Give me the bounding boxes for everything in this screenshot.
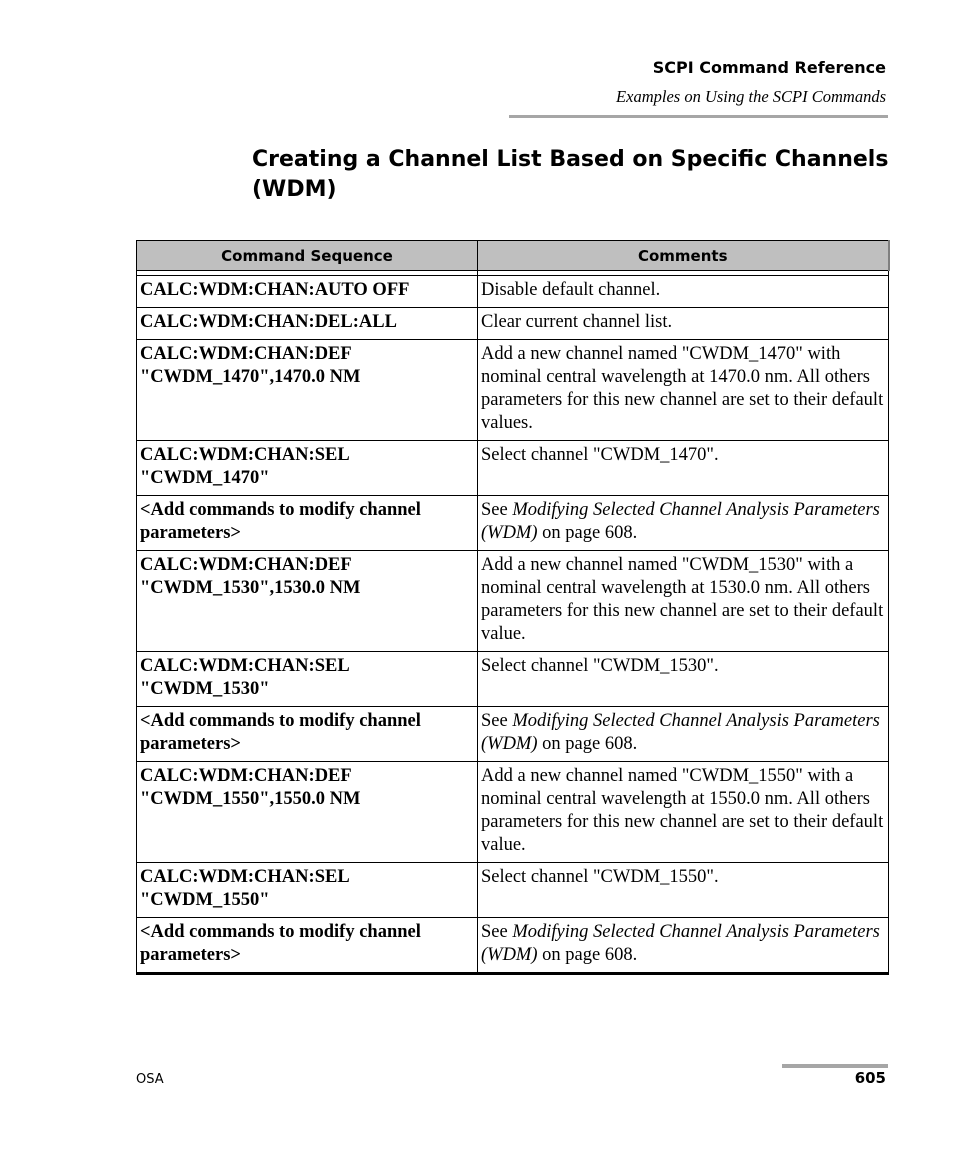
comment-cell: Add a new channel named "CWDM_1470" with nominal central wavelength at 1470.0 nm. All others parameters for this new channel are set to their default values.	[478, 340, 889, 441]
comment-cell: Add a new channel named "CWDM_1530" with a nominal central wavelength at 1530.0 nm. All others parameters for this new channel are set to their default value.	[478, 551, 889, 652]
footer-product-name: OSA	[136, 1072, 164, 1087]
comment-cell	[478, 918, 889, 974]
comment-cell	[478, 707, 889, 762]
table-row	[137, 276, 889, 308]
column-header-comments: Comments	[478, 241, 889, 271]
command-cell: CALC:WDM:CHAN:SEL "CWDM_1530"	[137, 652, 478, 707]
command-cell: CALC:WDM:CHAN:SEL "CWDM_1470"	[137, 441, 478, 496]
table-header-row	[137, 241, 889, 271]
table-row	[137, 918, 889, 974]
command-cell: CALC:WDM:CHAN:DEF "CWDM_1530",1530.0 NM	[137, 551, 478, 652]
comment-cell: Disable default channel.	[478, 276, 889, 308]
comment-cell: Select channel "CWDM_1550".	[478, 863, 889, 918]
comment-cell	[478, 496, 889, 551]
comment-prefix: See	[481, 711, 513, 731]
comment-cell: Add a new channel named "CWDM_1550" with a nominal central wavelength at 1550.0 nm. All others parameters for this new channel are set to their default value.	[478, 762, 889, 863]
table-row	[137, 496, 889, 551]
table-row	[137, 340, 889, 441]
comment-cell: Select channel "CWDM_1530".	[478, 652, 889, 707]
header-rule	[509, 115, 888, 118]
table-row	[137, 441, 889, 496]
table-row	[137, 652, 889, 707]
command-table	[136, 240, 890, 975]
comment-cell: Clear current channel list.	[478, 308, 889, 340]
table-row	[137, 762, 889, 863]
comment-suffix: on page 608.	[537, 523, 638, 543]
command-cell: <Add commands to modify channel parameters>	[137, 496, 478, 551]
command-cell: CALC:WDM:CHAN:DEF "CWDM_1550",1550.0 NM	[137, 762, 478, 863]
running-header-subtitle: Examples on Using the SCPI Commands	[616, 87, 886, 106]
comment-suffix: on page 608.	[537, 945, 638, 965]
comment-prefix: See	[481, 922, 513, 942]
comment-cell: Select channel "CWDM_1470".	[478, 441, 889, 496]
column-header-command-sequence: Command Sequence	[137, 241, 478, 271]
comment-prefix: See	[481, 500, 513, 520]
command-cell: <Add commands to modify channel parameters>	[137, 918, 478, 974]
running-header-title: SCPI Command Reference	[652, 58, 886, 77]
command-cell: <Add commands to modify channel parameters>	[137, 707, 478, 762]
comment-suffix: on page 608.	[537, 734, 638, 754]
page-title: Creating a Channel List Based on Specific Channels (WDM)	[252, 147, 889, 202]
command-cell: CALC:WDM:CHAN:AUTO OFF	[137, 276, 478, 308]
cross-reference-link[interactable]: Modifying Selected Channel Analysis Parameters (WDM)	[481, 500, 880, 543]
command-cell: CALC:WDM:CHAN:DEL:ALL	[137, 308, 478, 340]
table-row	[137, 308, 889, 340]
command-cell: CALC:WDM:CHAN:DEF "CWDM_1470",1470.0 NM	[137, 340, 478, 441]
command-cell: CALC:WDM:CHAN:SEL "CWDM_1550"	[137, 863, 478, 918]
cross-reference-link[interactable]: Modifying Selected Channel Analysis Parameters (WDM)	[481, 922, 880, 965]
cross-reference-link[interactable]: Modifying Selected Channel Analysis Parameters (WDM)	[481, 711, 880, 754]
table-row	[137, 707, 889, 762]
footer-rule	[782, 1064, 888, 1068]
table-row	[137, 863, 889, 918]
table-row	[137, 551, 889, 652]
page-number: 605	[854, 1069, 886, 1087]
